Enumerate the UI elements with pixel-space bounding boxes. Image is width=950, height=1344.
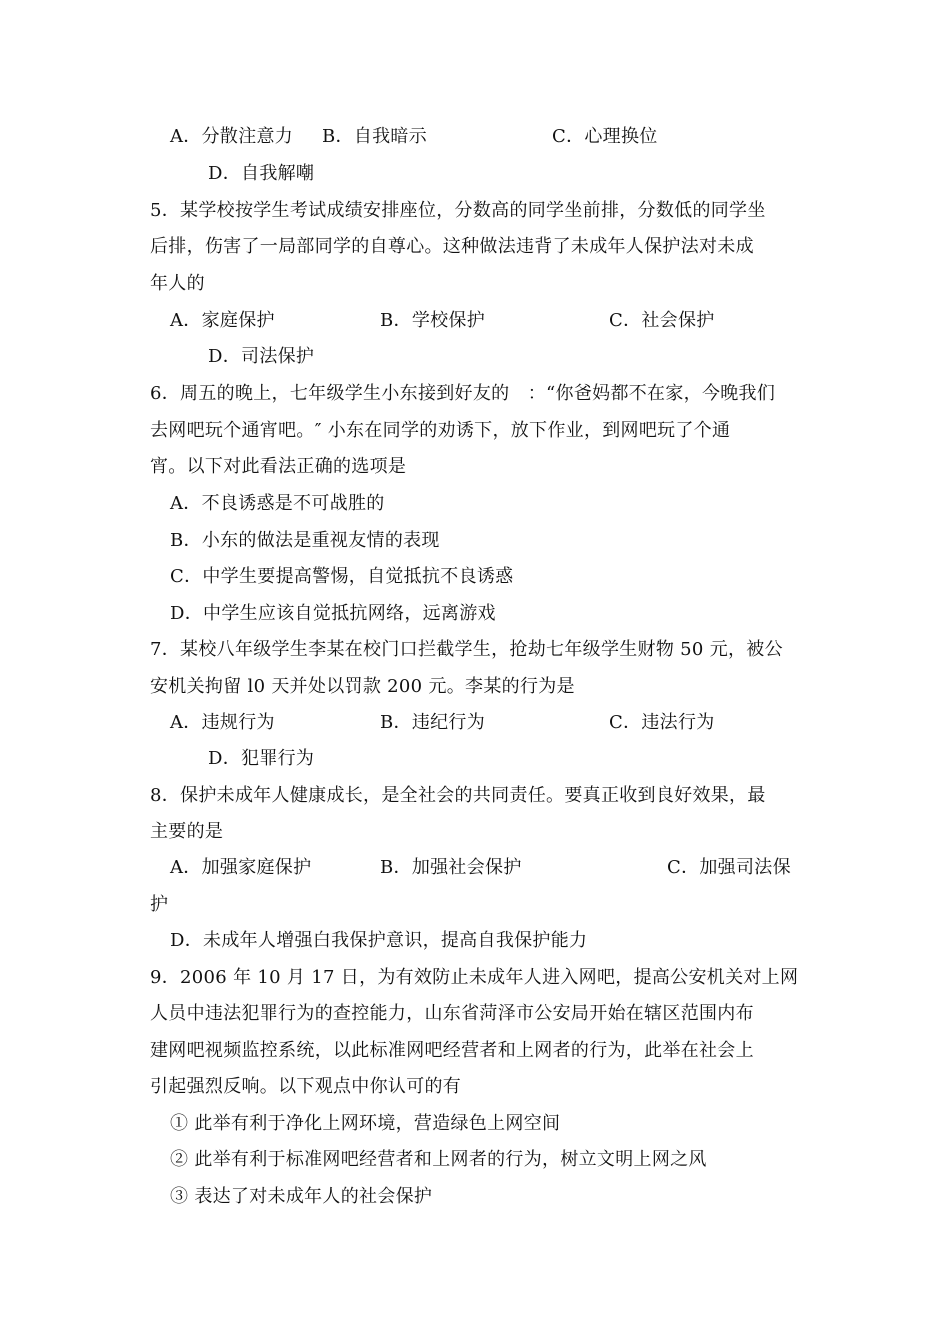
option-b: B．加强社会保护 xyxy=(380,857,522,878)
text-span: A．不良诱惑是不可战胜的 xyxy=(170,493,385,514)
option-a: A．家庭保护 xyxy=(170,310,275,331)
text-span: 建网吧视频监控系统，以此标准网吧经营者和上网者的行为，此举在社会上 xyxy=(150,1040,754,1061)
option-d: D．司法保护 xyxy=(208,346,315,367)
text-span: 7．某校八年级学生李某在校门口拦截学生，抢劫七年级学生财物 50 元，被公 xyxy=(150,639,783,660)
text-span: ① 此举有利于净化上网环境，营造绿色上网空间 xyxy=(170,1113,561,1134)
text-span: ③ 表达了对未成年人的社会保护 xyxy=(170,1186,433,1207)
option-a: A．分散注意力 xyxy=(170,126,294,147)
text-span: 人员中违法犯罪行为的查控能力，山东省菏泽市公安局开始在辖区范围内布 xyxy=(150,1003,754,1024)
text-span: B．小东的做法是重视友情的表现 xyxy=(170,530,440,551)
text-span: 9．2006 年 10 月 17 日，为有效防止未成年人进入网吧，提高公安机关对上网 xyxy=(150,967,799,988)
text-span: 主要的是 xyxy=(150,821,224,842)
option-a: A．加强家庭保护 xyxy=(170,857,312,878)
text-span: ② 此举有利于标准网吧经营者和上网者的行为，树立文明上网之风 xyxy=(170,1149,707,1170)
text-span: 去网吧玩个通宵吧。″ 小东在同学的劝诱下，放下作业，到网吧玩了个通 xyxy=(150,420,731,441)
option-c: C．社会保护 xyxy=(609,310,715,331)
text-span: 护 xyxy=(150,894,169,915)
option-b: B．学校保护 xyxy=(380,310,486,331)
text-span: 宵。以下对此看法正确的选项是 xyxy=(150,456,407,477)
option-d: D．犯罪行为 xyxy=(208,748,315,769)
text-span: D．中学生应该自觉抵抗网络，远离游戏 xyxy=(170,603,496,624)
option-c: C．心理换位 xyxy=(552,126,658,147)
option-c: C．违法行为 xyxy=(609,712,715,733)
text-span: D．未成年人增强白我保护意识，提高自我保护能力 xyxy=(170,930,588,951)
text-span: 后排，伤害了一局部同学的自尊心。这种做法违背了未成年人保护法对未成 xyxy=(150,236,754,257)
text-span: 6．周五的晚上，七年级学生小东接到好友的 ：“你爸妈都不在家，今晚我们 xyxy=(150,383,776,404)
text-span: 8．保护未成年人健康成长，是全社会的共同责任。要真正收到良好效果，最 xyxy=(150,785,766,806)
option-d: D．自我解嘲 xyxy=(208,163,315,184)
option-b: B．违纪行为 xyxy=(380,712,486,733)
text-span: 5．某学校按学生考试成绩安排座位，分数高的同学坐前排，分数低的同学坐 xyxy=(150,200,766,221)
option-b: B．自我暗示 xyxy=(322,126,428,147)
text-span: 引起强烈反响。以下观点中你认可的有 xyxy=(150,1076,462,1097)
text-span: 安机关拘留 l0 天并处以罚款 200 元。李某的行为是 xyxy=(150,676,575,697)
text-span: 年人的 xyxy=(150,273,205,294)
option-c: C．加强司法保 xyxy=(667,857,791,878)
text-span: C．中学生要提高警惕，自觉抵抗不良诱惑 xyxy=(170,566,514,587)
option-a: A．违规行为 xyxy=(170,712,275,733)
